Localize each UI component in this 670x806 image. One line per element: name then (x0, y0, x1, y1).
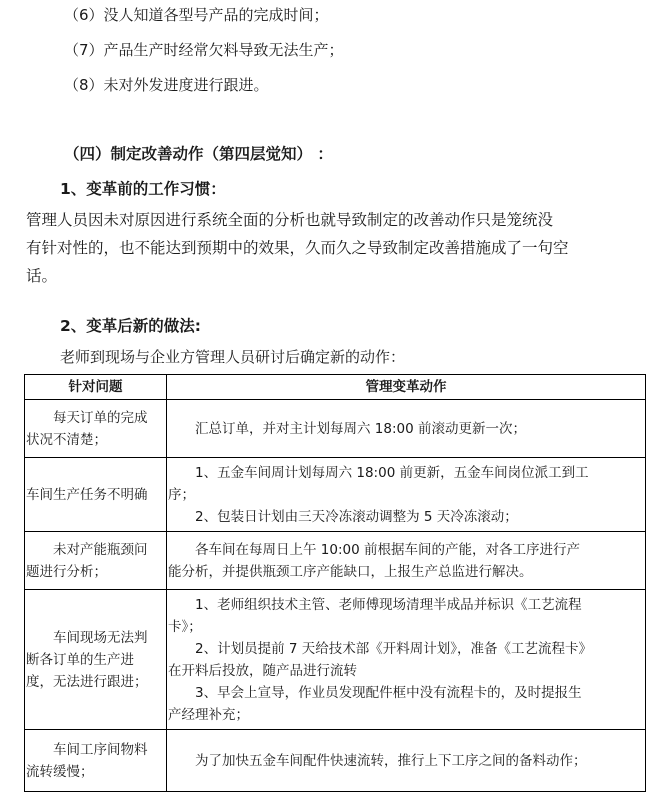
action-line: 在开料后投放，随产品进行流转 (168, 662, 357, 679)
action-cell (167, 400, 646, 458)
action-line: 为了加快五金车间配件快速流转，推行上下工序之间的备料动作； (195, 752, 587, 769)
table-header-row (25, 375, 646, 400)
column-header: 针对问题 (25, 375, 167, 400)
section-heading: （四）制定改善动作（第四层觉知） ： (64, 145, 333, 163)
action-cell (167, 590, 646, 730)
problem-line: 状况不清楚； (26, 431, 107, 448)
paragraph-line: 有针对性的，也不能达到预期中的效果，久而久之导致制定改善措施成了一句空 (26, 239, 569, 257)
problem-cell (25, 590, 167, 730)
action-line: 3、早会上宣导，作业员发现配件框中没有流程卡的，及时提报生 (195, 684, 582, 701)
action-line: 2、计划员提前 7 天给技术部《开料周计划》，准备《工艺流程卡》 (195, 640, 593, 657)
action-cell (167, 730, 646, 792)
action-line: 2、包装日计划由三天冷冻滚动调整为 5 天冷冻滚动； (195, 508, 518, 525)
problem-cell (25, 730, 167, 792)
problem-cell (25, 532, 167, 590)
table-row (25, 532, 646, 590)
table-row (25, 730, 646, 792)
table-row (25, 400, 646, 458)
problem-cell (25, 400, 167, 458)
problem-line: 题进行分析； (26, 563, 107, 580)
problem-line: 未对产能瓶颈问 (53, 541, 148, 558)
problem-line: 断各订单的生产进 (26, 651, 134, 668)
action-line: 1、五金车间周计划每周六 18:00 前更新，五金车间岗位派工到工 (195, 464, 589, 481)
problem-line: 每天订单的完成 (53, 409, 148, 426)
problem-line: 车间工序间物料 (53, 741, 148, 758)
paragraph-before (26, 206, 648, 290)
problem-line: 车间现场无法判 (53, 629, 148, 646)
action-line: 卡》； (168, 618, 202, 635)
list-item-8: （8）未对外发进度进行跟进。 (64, 76, 269, 94)
action-line: 汇总订单，并对主计划每周六 18:00 前滚动更新一次； (195, 420, 526, 437)
problem-line: 车间生产任务不明确 (26, 486, 148, 503)
paragraph-line: 话。 (26, 267, 58, 285)
table-row (25, 458, 646, 532)
column-header: 管理变革动作 (167, 375, 646, 400)
action-line: 各车间在每周日上午 10:00 前根据车间的产能，对各工序进行产 (195, 541, 580, 558)
sub-heading-before: 1、变革前的工作习惯： (60, 180, 226, 198)
paragraph-line: 管理人员因未对原因进行系统全面的分析也就导致制定的改善动作只是笼统没 (26, 211, 554, 229)
list-item-6: （6）没人知道各型号产品的完成时间； (64, 6, 329, 24)
problem-line: 流转缓慢； (26, 763, 94, 780)
action-line: 1、老师组织技术主管、老师傅现场清理半成品并标识《工艺流程 (195, 596, 582, 613)
action-cell (167, 458, 646, 532)
problem-cell (25, 458, 167, 532)
action-line: 能分析，并提供瓶颈工序产能缺口，上报生产总监进行解决。 (168, 563, 533, 580)
action-line: 产经理补充； (168, 706, 249, 723)
reform-table (24, 374, 646, 792)
intro-text: 老师到现场与企业方管理人员研讨后确定新的动作： (60, 348, 406, 366)
table-row (25, 590, 646, 730)
action-line: 序； (168, 486, 195, 503)
problem-line: 度，无法进行跟进； (26, 673, 148, 690)
sub-heading-after: 2、变革后新的做法: (60, 317, 201, 335)
list-item-7: （7）产品生产时经常欠料导致无法生产； (64, 41, 344, 59)
action-cell (167, 532, 646, 590)
